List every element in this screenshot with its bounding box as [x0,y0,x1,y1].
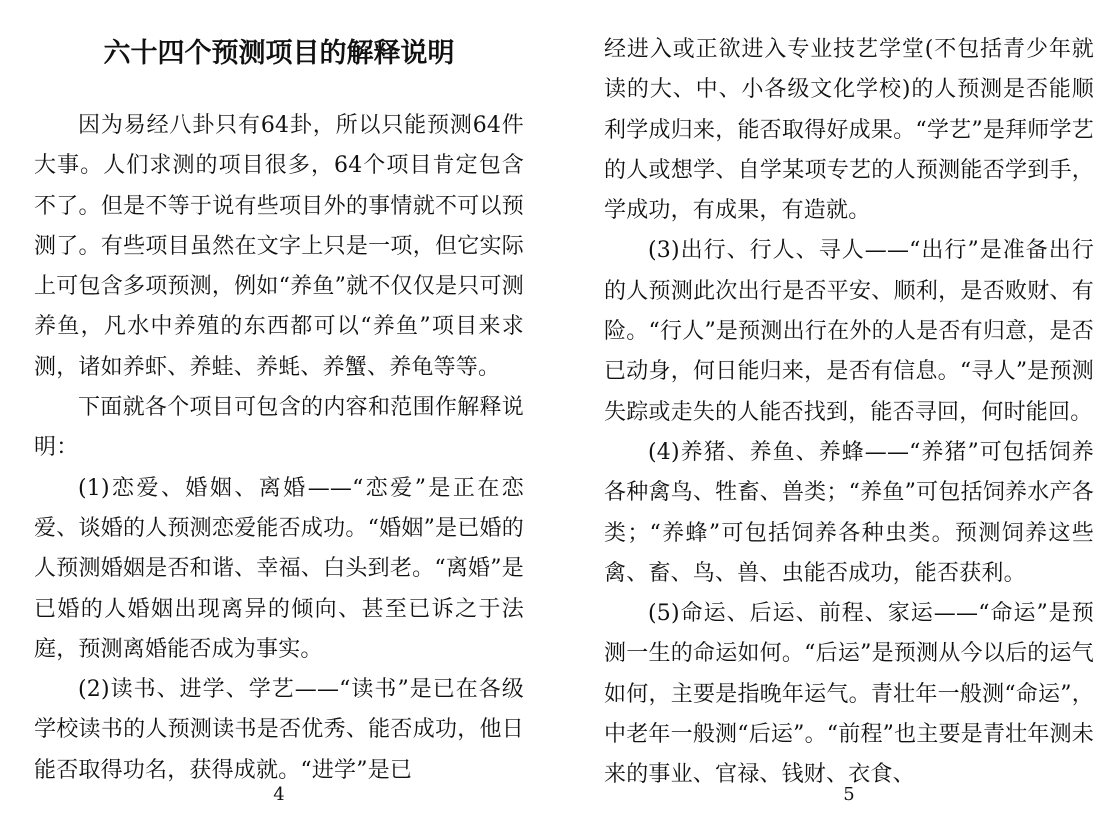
right-page [604,0,1094,819]
paragraph: (4)养猪、养鱼、养蜂——“养猪”可包括饲养各种禽鸟、牲畜、兽类；“养鱼”可包括饲养水产各类；“养蜂”可包括饲养各种虫类。预测饲养这些禽、畜、鸟、兽、虫能否成功，能否获利。 [604,439,1094,586]
left-page [34,0,524,819]
paragraph: (1)恋爱、婚姻、离婚——“恋爱”是正在恋爱、谈婚的人预测恋爱能否成功。“婚姻”是已婚的人预测婚姻是否和谐、幸福、白头到老。“离婚”是已婚的人婚姻出现离异的倾向、甚至已诉之于法庭，预测离婚能否成为事实。 [34,475,524,662]
paragraph: 因为易经八卦只有64卦，所以只能预测64件大事。人们求测的项目很多，64个项目肯定包含不了。但是不等于说有些项目外的事情就不可以预测了。有些项目虽然在文字上只是一项，但它实际上可包含多项预测，例如“养鱼”就不仅仅是只可测养鱼，凡水中养殖的东西都可以“养鱼”项目来求测，诸如养虾、养蛙、养蚝、养蟹、养龟等等。 [34,113,524,380]
paragraph: (2)读书、进学、学艺——“读书”是已在各级学校读书的人预测读书是否优秀、能否成功，他日能否取得功名，获得成就。“进学”是已 [34,677,524,783]
paragraph: 下面就各个项目可包含的内容和范围作解释说明： [34,395,524,461]
page-title: 六十四个预测项目的解释说明 [103,38,455,69]
page-number: 4 [273,784,285,805]
page-number: 5 [843,784,855,805]
continued-paragraph: 经进入或正欲进入专业技艺学堂(不包括青少年就读的大、中、小各级文化学校)的人预测是否能顺利学成归来，能否取得好成果。“学艺”是拜师学艺的人或想学、自学某项专艺的人预测能否学到手，学成功，有成果，有造就。 [604,37,1094,224]
page-content [604,30,1094,796]
paragraph: (3)出行、行人、寻人——“出行”是准备出行的人预测此次出行是否平安、顺利，是否败财、有险。“行人”是预测出行在外的人是否有归意，是否已动身，何日能归来，是否有信息。“寻人”是预测失踪或走失的人能否找到，能否寻回，何时能回。 [604,238,1094,425]
paragraph: (5)命运、后运、前程、家运——“命运”是预测一生的命运如何。“后运”是预测从今以后的运气如何，主要是指晚年运气。青壮年一般测“命运”，中老年一般测“后运”。“前程”也主要是青壮年测未来的事业、官禄、钱财、衣食、 [604,601,1094,788]
